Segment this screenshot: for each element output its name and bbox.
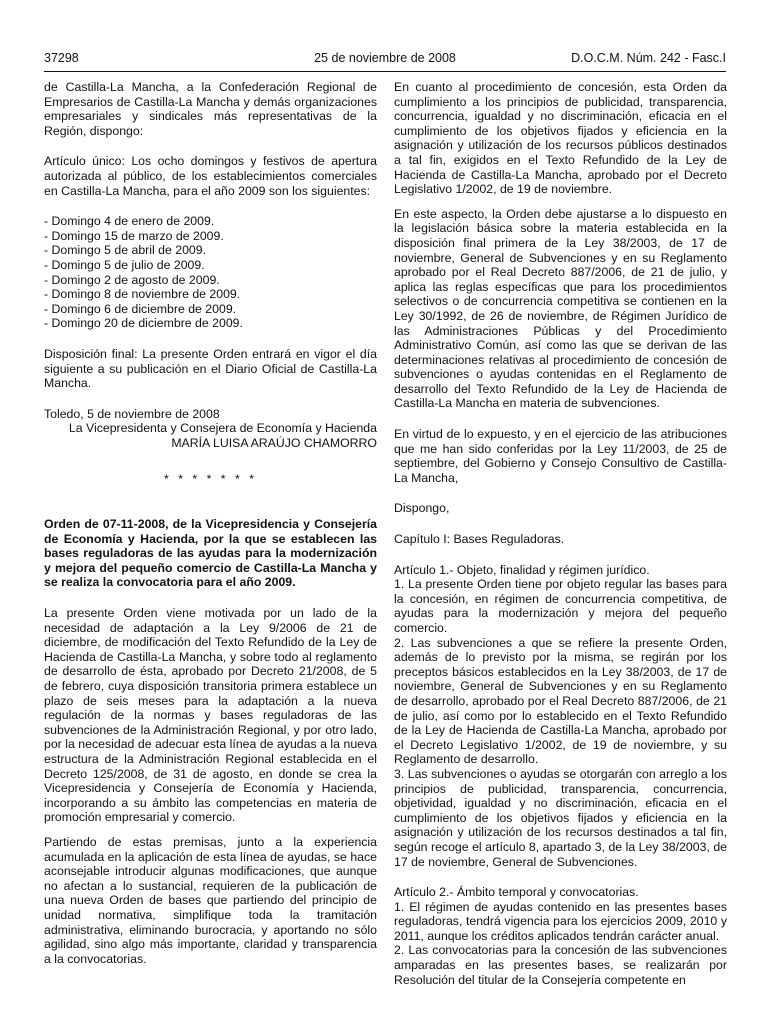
right-column [394,80,727,987]
dispongo: Dispongo, [394,501,450,516]
order-title: Orden de 07-11-2008, de la Vicepresidencia y Consejería de Economía y Hacienda, por la que se establecen las bases reguladoras de las ayudas para la modernización y mejora del pequeño comercio de Castilla-La Mancha y se realiza la convocatoria para el año 2009. [44,517,377,590]
premises-paragraph: Partiendo de estas premisas, junto a la experiencia acumulada en la aplicación de esta línea de ayudas, se hace aconsejable introducir algunas modificaciones, que aunque no afectan a lo sustancial, requieren de la publicación de una nueva Orden de bases que partiendo del principio de unidad normativa, simplifique toda la tramitación administrativa, eliminando burocracia, y aportando no sólo agilidad, sino algo más importante, claridad y transparencia a la convocatorias. [44,834,377,966]
article-2-title: Artículo 2.- Ámbito temporal y convocatorias. [394,885,639,900]
list-item: - Domingo 5 de julio de 2009. [44,257,205,272]
list-item: - Domingo 6 de diciembre de 2009. [44,301,237,316]
page-header [44,50,726,66]
page-number: 37298 [44,51,79,65]
place-date: Toledo, 5 de noviembre de 2008 [44,406,220,421]
signer-title: La Vicepresidenta y Consejera de Economía y Hacienda [68,421,377,436]
list-item: - Domingo 8 de noviembre de 2009. [44,287,241,302]
motivation-paragraph: La presente Orden viene motivada por un lado de la necesidad de adaptación a la Ley 9/2006 de 21 de diciembre, de modificación del Texto Refundido de la Ley de Hacienda de Castilla-La Mancha, y sobre todo al reglamento de desarrollo de ésta, aprobado por Decreto 21/2008, de 5 de febrero, cuya disposición transitoria primera establece un plazo de seis meses para la adaptación a la nueva regulación de la normas y bases reguladoras de las subvenciones de la Administración Regional, y por otro lado, por la necesidad de adecuar esta línea de ayudas a la nueva estructura de la Administración Regional establecida en el Decreto 125/2008, de 31 de agosto, en donde se crea la Vicepresidencia y Consejería de Economía y Hacienda, incorporando a su ámbito las competencias en materia de promoción empresarial y comercio. [44,606,377,825]
article-2-paragraph-1: 1. El régimen de ayudas contenido en las presentes bases reguladoras, tendrá vigencia para los ejercicios 2009, 2010 y 2011, aunque los créditos aplicados tendrán carácter anual. [394,899,727,943]
single-article: Artículo único: Los ocho domingos y festivos de apertura autorizada al público, de los establecimientos comerciales en Castilla-La Mancha, para el año 2009 son los siguientes: [44,154,377,198]
procedure-paragraph: En cuanto al procedimiento de concesión, esta Orden da cumplimiento a los principios de publicidad, transparencia, concurrencia, igualdad y no discriminación, eficacia en el cumplimiento de los objetivos fijados y eficiencia en la asignación y utilización de los recursos públicos destinados a tal fin, exigidos en el Texto Refundido de la Ley de Hacienda de Castilla-La Mancha, aprobado por el Decreto Legislativo 1/2002, de 19 de noviembre. [394,80,727,197]
header-divider [44,71,726,72]
list-item: - Domingo 2 de agosto de 2009. [44,272,220,287]
attributions-paragraph: En virtud de lo expuesto, y en el ejercicio de las atribuciones que me han sido conferidas por la Ley 11/2003, de 25 de septiembre, del Gobierno y Consejo Consultivo de Castilla-La Mancha, [394,427,727,485]
legal-basis-paragraph: En este aspecto, la Orden debe ajustarse a lo dispuesto en la legislación básica sobre la materia establecida en la disposición final primera de la Ley 38/2003, de 17 de noviembre, General de Subvenciones y en su Reglamento aprobado por el Real Decreto 887/2006, de 21 de julio, y aplica las reglas específicas que para los procedimientos selectivos o de concurrencia competitiva se contienen en la Ley 30/1992, de 26 de noviembre, de Régimen Jurídico de las Administraciones Públicas y del Procedimiento Administrativo Común, así como las que se derivan de las determinaciones relativas al procedimiento de concesión de subvenciones o ayudas contenidas en el Reglamento de desarrollo del Texto Refundido de la Ley de Hacienda de Castilla-La Mancha en materia de subvenciones. [394,206,727,411]
list-item: - Domingo 5 de abril de 2009. [44,243,207,258]
signer-name: MARÍA LUISA ARAÚJO CHAMORRO [171,435,377,450]
final-provision: Disposición final: La presente Orden entrará en vigor el día siguiente a su publicación en el Diario Oficial de Castilla-La Mancha. [44,346,377,391]
article-1-paragraph-1: 1. La presente Orden tiene por objeto regular las bases para la concesión, en régimen de concurrencia competitiva, de ayudas para la modernización y mejora del pequeño comercio. [394,577,727,635]
journal-issue: D.O.C.M. Núm. 242 - Fasc.I [571,51,726,65]
list-item: - Domingo 4 de enero de 2009. [44,214,215,229]
left-column [44,80,377,966]
sunday-list [44,214,377,331]
chapter-heading: Capítulo I: Bases Reguladoras. [394,532,565,547]
article-1-title: Artículo 1.- Objeto, finalidad y régimen jurídico. [394,562,650,577]
article-1-paragraph-2: 2. Las subvenciones a que se refiere la presente Orden, además de lo previsto por la misma, se regirán por los preceptos básicos establecidos en la Ley 38/2003, de 17 de noviembre, General de Subvenciones y en su Reglamento de desarrollo, aprobado por el Real Decreto 887/2006, de 21 de julio, así como por lo establecido en el Texto Refundido de la Ley de Hacienda de Castilla-La Mancha, aprobado por el Decreto Legislativo 1/2002, de 19 de noviembre, y su Reglamento de desarrollo. [394,635,727,767]
article-2-paragraph-2: 2. Las convocatorias para la concesión de las subvenciones amparadas en las presentes bases, se realizarán por Resolución del titular de la Consejería competente en [394,943,727,987]
list-item: - Domingo 20 de diciembre de 2009. [44,316,243,331]
article-1-paragraph-3: 3. Las subvenciones o ayudas se otorgarán con arreglo a los principios de publicidad, transparencia, concurrencia, objetividad, igualdad y no discriminación, eficacia en el cumplimiento de los objetivos fijados y eficiencia en la asignación y utilización de los recursos destinados a tal fin, según recoge el artículo 8, apartado 3, de la Ley 38/2003, de 17 de noviembre, General de Subvenciones. [394,766,727,869]
list-item: - Domingo 15 de marzo de 2009. [44,228,224,243]
intro-paragraph: de Castilla-La Mancha, a la Confederación Regional de Empresarios de Castilla-La Mancha y demás organizaciones empresariales y sindicales más representativas de la Región, dispongo: [44,80,377,138]
issue-date: 25 de noviembre de 2008 [314,51,456,65]
section-separator: * * * * * * * [164,472,257,487]
